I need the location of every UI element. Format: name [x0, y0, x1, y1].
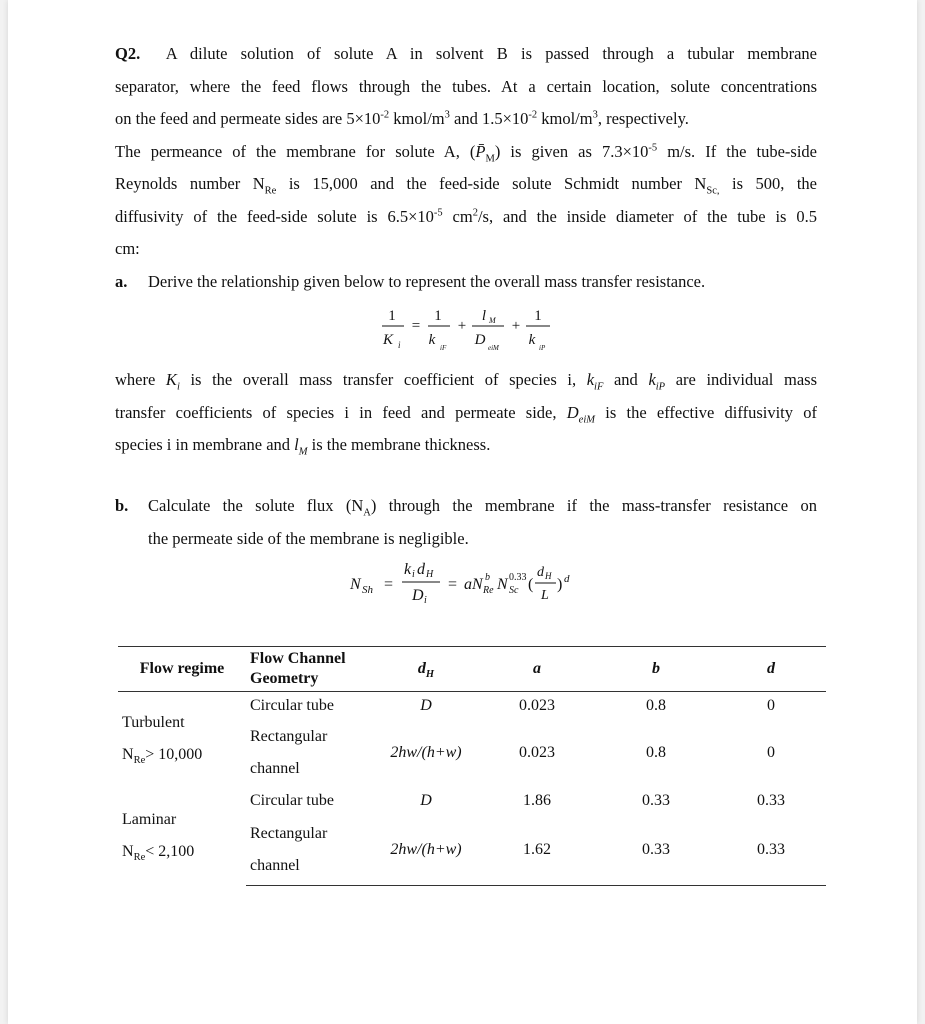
formula-a-num-3: 1 [534, 308, 542, 324]
geometry-cell: Circular tube [250, 791, 334, 809]
formula-a-kiP-sub: iP [539, 344, 546, 352]
intro-line-1: Q2. A dilute solution of solute A in solvent B is passed through a tubular membrane [115, 44, 817, 63]
formula-b-num-i: i [412, 569, 415, 580]
table-row [118, 692, 826, 720]
d-cell: 0 [767, 743, 775, 761]
formula-a-kiP: k [528, 332, 536, 348]
formula-b-den-i: i [424, 595, 427, 606]
flow-regime-table [118, 646, 826, 886]
geometry-cell: Rectangular channel [246, 816, 374, 886]
table-row [118, 786, 826, 816]
dh-cell: D [420, 791, 432, 809]
b-cell: 0.8 [646, 743, 666, 761]
where-line-1: where $K_i$ is the overall mass transfer coefficient of species i, $k_{iF}$ and $k_{iP}$ are individual mass [115, 370, 818, 393]
permeance-line-1: The permeance of the membrane for solute A, $(P̄_M)$ is given as $7.3\times 10^{-5}$ m/s. If the tube-side [115, 141, 817, 164]
formula-b-num-d: d [417, 561, 425, 578]
document-page [8, 0, 917, 1024]
formula-a-kiF: k [428, 332, 436, 348]
header-flow-regime: Flow regime [118, 647, 246, 692]
dh-cell: 2hw/(h+w) [374, 816, 478, 886]
geometry-cell: Circular tube [250, 696, 334, 714]
part-a-line: a. Derive the relationship given below to represent the overall mass transfer resistance. [115, 266, 817, 299]
header-flow-channel-geometry: Flow Channel Geometry [246, 647, 374, 692]
formula-a-l-sub: M [489, 316, 496, 325]
d-cell: 0.33 [757, 791, 785, 809]
formula-a-K-sub: i [398, 340, 401, 350]
formula-a-num-2: 1 [434, 308, 442, 324]
formula-a-eq: = [411, 318, 421, 334]
formula-a-l: l [481, 308, 487, 324]
sherwood-formula [348, 556, 598, 610]
where-line-2: transfer coefficients of species i in feed and permeate side, $D_{eiM}$ is the effective diffusivity of [115, 402, 817, 425]
intro-line-3: on the feed and permeate sides are $5\times 10^{-2}$ kmol/$m^3$ and $1.5\times 10^{-2}$ kmol/$m^3$, respectively. [115, 109, 689, 128]
formula-b-aN: aN [464, 576, 483, 593]
formula-b-N: N [350, 576, 361, 593]
table-header-row [118, 647, 826, 692]
formula-b-frac2-L: L [541, 588, 549, 603]
formula-a-K: K [382, 332, 394, 348]
d-cell: 0 [767, 696, 775, 714]
dh-cell: 2hw/(h+w) [390, 743, 462, 761]
formula-b-num-k: k [404, 561, 412, 578]
part-b-line-2: the permeate side of the membrane is negligible. [148, 528, 469, 548]
formula-b-exp-d: d [564, 573, 570, 585]
geometry-cell: Rectangular channel [250, 727, 328, 777]
formula-b-paren-open: ( [528, 576, 534, 593]
formula-a-plus-1: + [457, 318, 467, 334]
formula-b-eq-2: = [448, 576, 458, 593]
formula-b-exp-033: 0.33 [509, 572, 527, 583]
part-b-paragraph [115, 490, 817, 555]
turbulent-regime-cell: Turbulent $N_{Re}> 10,000$ [122, 713, 203, 766]
d-cell: 0.33 [716, 816, 826, 886]
resistance-formula [380, 298, 560, 362]
intro-line-2: separator, where the feed flows through the tubes. At a certain location, solute concentrations [115, 76, 817, 96]
formula-b-den-D: D [412, 587, 424, 604]
formula-b-frac2-d: d [537, 565, 544, 580]
part-b-label: b. [115, 496, 129, 515]
formula-a-kiF-sub: iF [440, 344, 447, 352]
permeance-line-4: cm: [115, 239, 140, 258]
formula-b-Sc: Sc [509, 585, 519, 596]
header-b: b [596, 647, 716, 692]
formula-b-paren-close: ) [557, 576, 563, 593]
question-number: Q2. [115, 44, 141, 63]
formula-b-N2: N [497, 576, 508, 593]
formula-b-frac2-H: H [545, 571, 552, 581]
where-line-3: species i in membrane and $l_M$ is the membrane thickness. [115, 435, 491, 458]
permeance-line-3: diffusivity of the feed-side solute is $6.5\times 10^{-5}$ $cm^2/s$, and the inside diameter of the tube is 0.5 [115, 206, 817, 226]
formula-a-num-1: 1 [388, 308, 396, 324]
part-a-label: a. [115, 271, 128, 291]
formula-b-Re: Re [483, 585, 494, 596]
laminar-regime-cell: Laminar $N_{Re}< 2,100$ [122, 810, 195, 863]
formula-a-D: D [474, 332, 486, 348]
a-cell: 0.023 [519, 743, 555, 761]
part-b-line-1: b. Calculate the solute flux $(N_A)$ through the membrane if the mass-transfer resistance on [115, 490, 817, 523]
permeance-line-2: Reynolds number $N_{Re}$ is 15,000 and the feed-side solute Schmidt number $N_{Sc,}$ is 500, the [115, 174, 818, 197]
formula-a-D-sub: eiM [488, 344, 499, 352]
header-a: a [478, 647, 596, 692]
a-cell: 1.62 [478, 816, 596, 886]
where-paragraph [115, 364, 817, 462]
a-cell: 0.023 [519, 696, 555, 714]
a-cell: 1.86 [523, 791, 551, 809]
header-d: d [716, 647, 826, 692]
dh-cell: D [420, 696, 432, 714]
formula-b-num-H: H [426, 569, 434, 580]
question-intro [115, 38, 817, 298]
formula-b-Nsh-sub: Sh [362, 584, 373, 596]
formula-b-exp-b: b [485, 572, 490, 583]
formula-b-eq-1: = [384, 576, 394, 593]
header-dh: $d_H$ [374, 647, 478, 692]
b-cell: 0.33 [642, 791, 670, 809]
b-cell: 0.8 [646, 696, 666, 714]
formula-a-plus-2: + [511, 318, 521, 334]
b-cell: 0.33 [596, 816, 716, 886]
